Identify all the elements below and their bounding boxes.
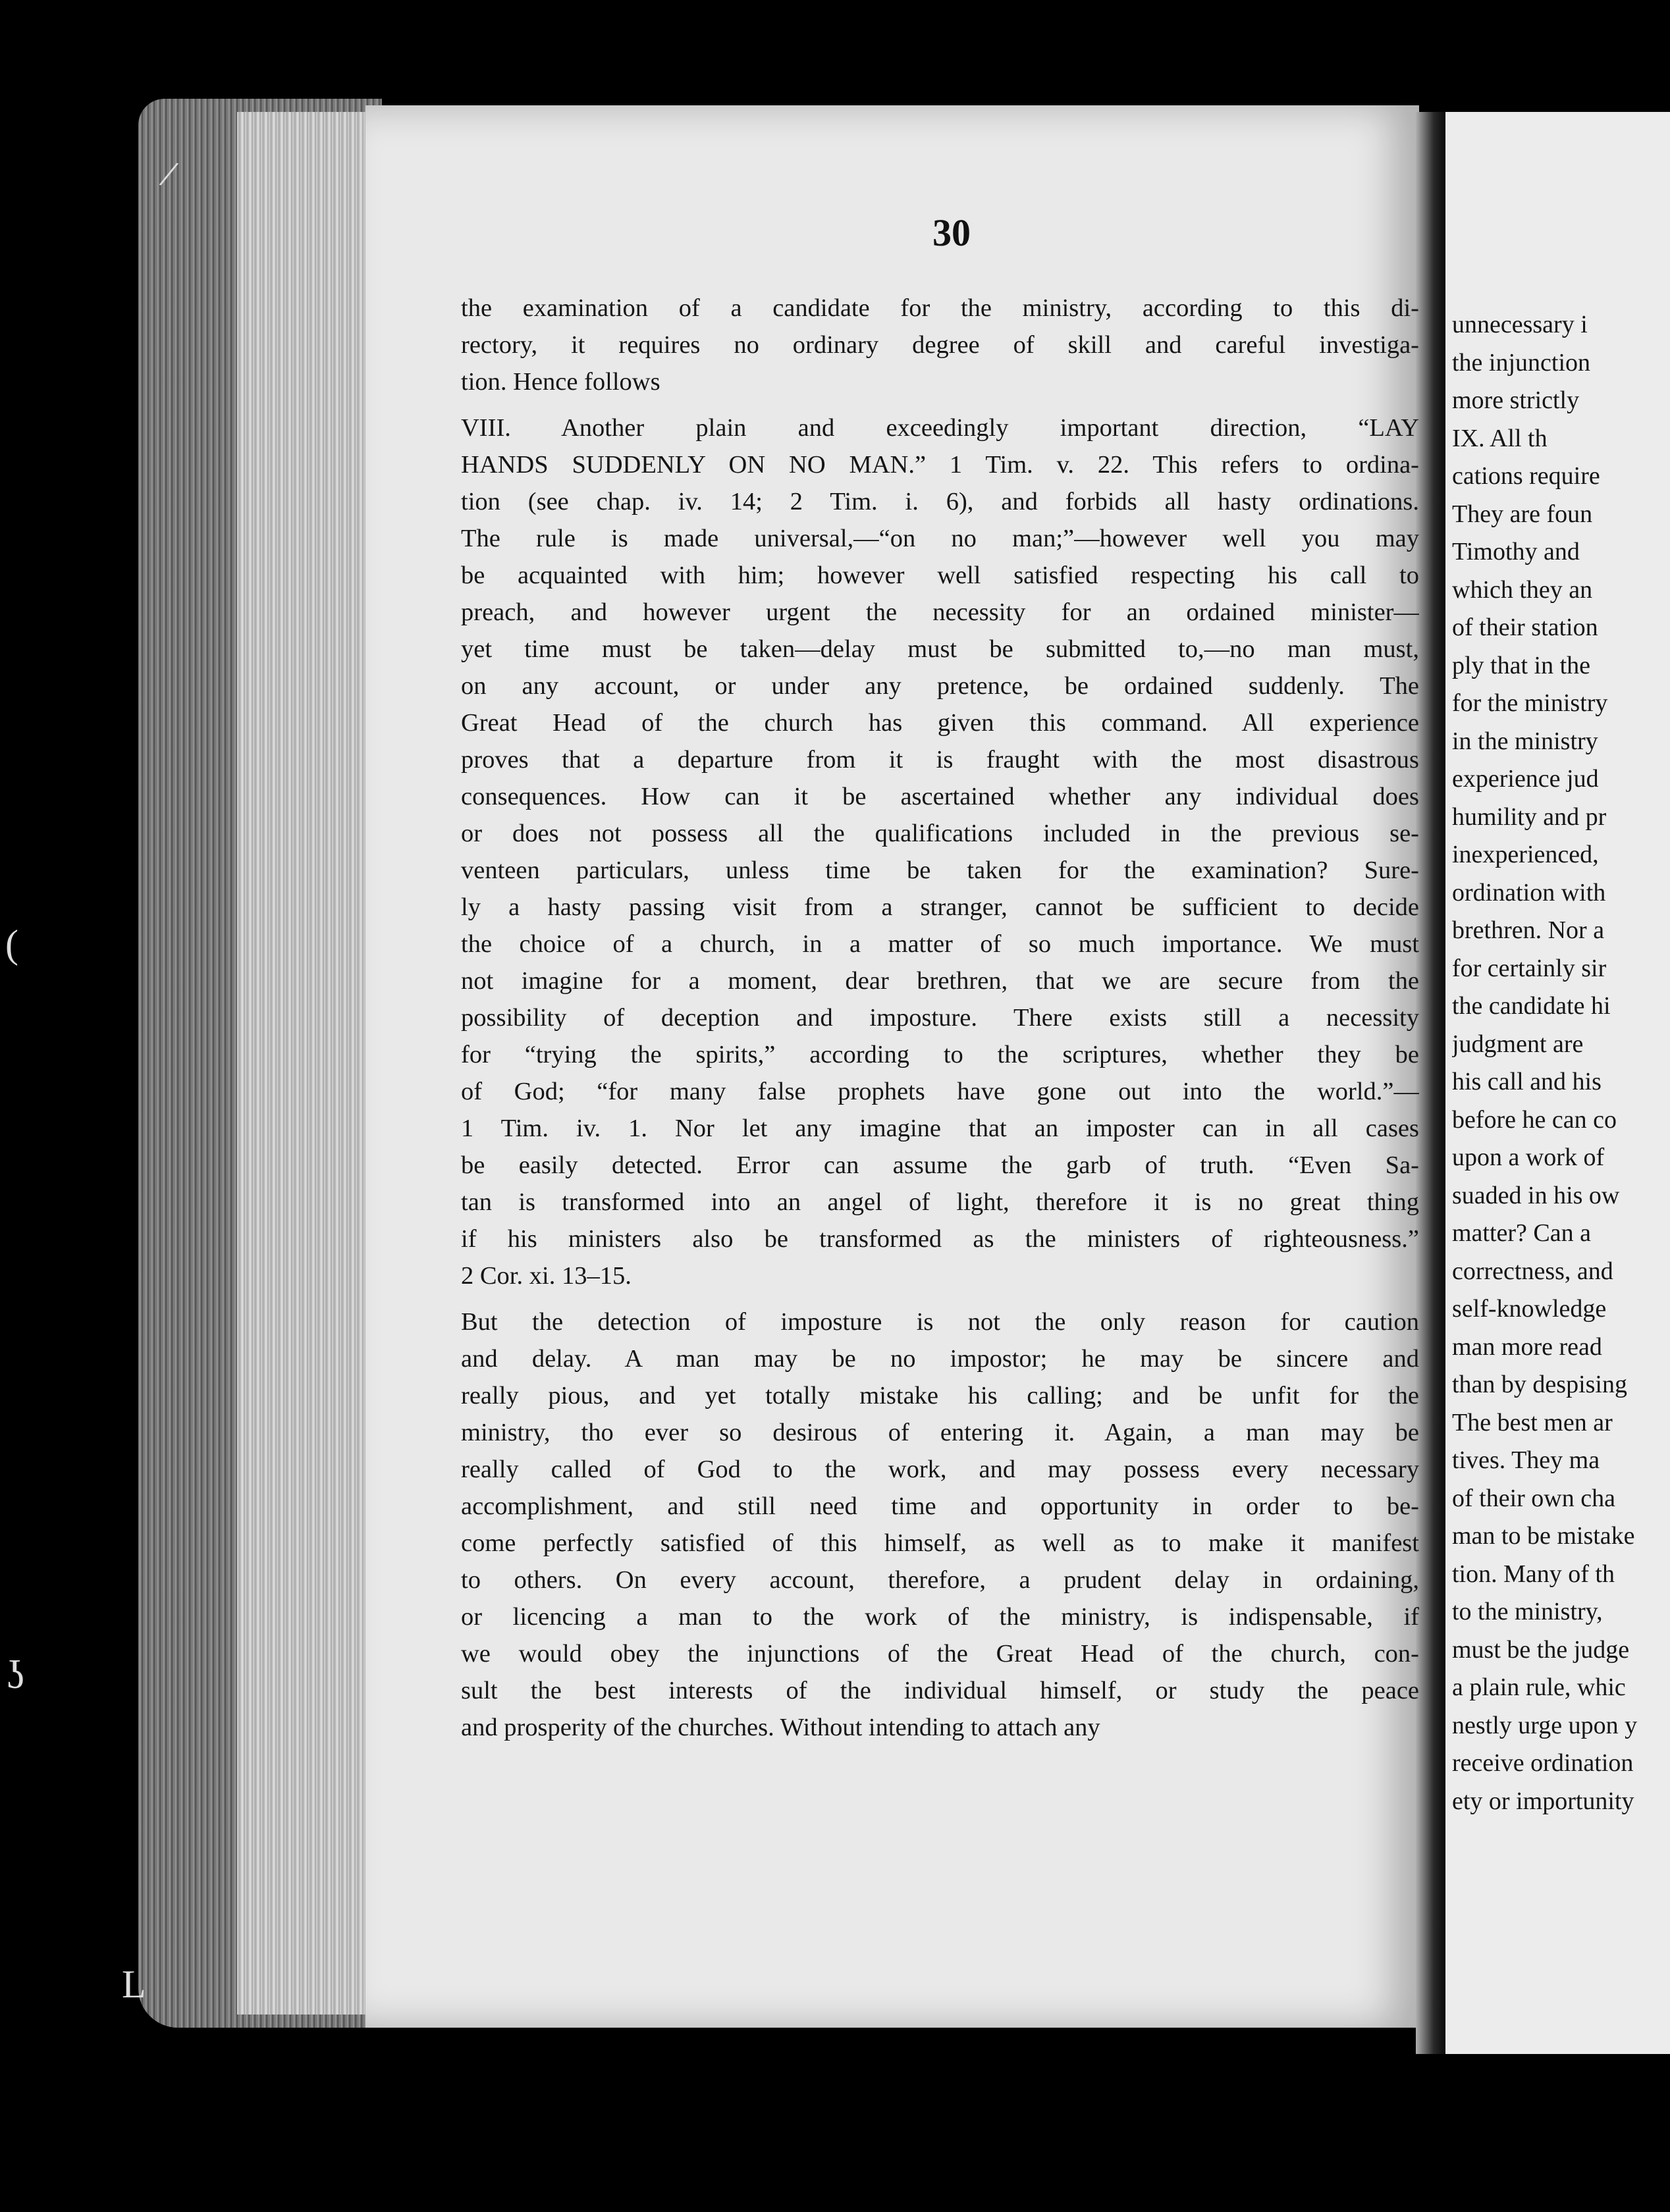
text-line: HANDS SUDDENLY ON NO MAN.” 1 Tim. v. 22. This refers to ordina-	[461, 451, 1419, 479]
right-page-text	[1452, 306, 1670, 1820]
scan-artifact: /	[156, 151, 182, 196]
text-line: be easily detected. Error can assume the garb of truth. “Even Sa-	[461, 1151, 1419, 1179]
text-line: tion. Many of th	[1452, 1560, 1615, 1588]
paragraph	[461, 1304, 1419, 1746]
text-line: accomplishment, and still need time and opportunity in order to be-	[461, 1492, 1419, 1520]
paragraph	[461, 409, 1419, 1294]
text-line: or does not possess all the qualifications included in the previous se-	[461, 820, 1419, 847]
text-line: 1 Tim. iv. 1. Nor let any imagine that an imposter can in all cases	[461, 1115, 1419, 1142]
text-line: The best men ar	[1452, 1408, 1613, 1436]
text-line: the injunction	[1452, 348, 1591, 377]
text-line: must be the judge	[1452, 1635, 1630, 1664]
text-line: suaded in his ow	[1452, 1181, 1620, 1209]
text-line: rectory, it requires no ordinary degree of skill and careful investiga-	[461, 331, 1419, 359]
text-line: to the ministry,	[1452, 1598, 1603, 1625]
book-gutter	[1416, 112, 1445, 2054]
text-line: for the ministry	[1452, 689, 1608, 717]
text-line: on any account, or under any pretence, be ordained suddenly. The	[461, 672, 1419, 700]
text-line: really called of God to the work, and may possess every necessary	[461, 1456, 1419, 1483]
text-line: which they an	[1452, 575, 1593, 604]
text-line: if his ministers also be transformed as the ministers of righteousness.”	[461, 1225, 1419, 1253]
text-line: really pious, and yet totally mistake his calling; and be unfit for the	[461, 1382, 1419, 1409]
page-number: 30	[932, 211, 971, 254]
text-line: the candidate hi	[1452, 992, 1611, 1020]
text-line: of God; “for many false prophets have gone out into the world.”—	[461, 1078, 1419, 1105]
text-line: the examination of a candidate for the ministry, according to this di-	[461, 294, 1419, 322]
text-line: correctness, and	[1452, 1257, 1613, 1285]
text-line: to others. On every account, therefore, a prudent delay in ordaining,	[461, 1566, 1419, 1594]
text-line: ply that in the	[1452, 651, 1591, 679]
text-line: receive ordination	[1452, 1749, 1634, 1777]
text-line: tion (see chap. iv. 14; 2 Tim. i. 6), and forbids all hasty ordinations.	[461, 488, 1419, 515]
text-line: more strictly	[1452, 386, 1580, 414]
text-line: experience jud	[1452, 765, 1599, 793]
text-line: than by despising	[1452, 1371, 1627, 1398]
text-line: tion. Hence follows	[461, 368, 660, 396]
text-line: before he can co	[1452, 1105, 1617, 1134]
text-line: and prosperity of the churches. Without intending to attach any	[461, 1714, 1100, 1741]
text-line: tives. They ma	[1452, 1446, 1600, 1474]
text-line: tan is transformed into an angel of light, therefore it is no great thing	[461, 1188, 1419, 1216]
left-page-text	[461, 290, 1419, 1755]
text-line: we would obey the injunctions of the Great Head of the church, con-	[461, 1640, 1419, 1668]
text-line: of their own cha	[1452, 1484, 1615, 1512]
scan-artifact: L	[122, 1962, 146, 2006]
scan-artifact: ʖ	[7, 1653, 24, 1697]
text-line: upon a work of	[1452, 1144, 1605, 1171]
text-line: sult the best interests of the individual himself, or study the peace	[461, 1677, 1419, 1704]
text-line: not imagine for a moment, dear brethren, that we are secure from the	[461, 967, 1419, 995]
text-line: But the detection of imposture is not the only reason for caution	[461, 1308, 1419, 1336]
scan-artifact: (	[5, 922, 18, 966]
text-line: come perfectly satisfied of this himself, as well as to make it manifest	[461, 1529, 1419, 1557]
text-line: 2 Cor. xi. 13–15.	[461, 1262, 632, 1290]
text-line: VIII. Another plain and exceedingly important direction, “LAY	[461, 414, 1419, 442]
text-line: Great Head of the church has given this command. All experience	[461, 709, 1419, 737]
text-line: matter? Can a	[1452, 1219, 1592, 1247]
text-line: or licencing a man to the work of the ministry, is indispensable, if	[461, 1603, 1419, 1631]
text-line: proves that a departure from it is fraught with the most disastrous	[461, 746, 1419, 774]
text-line: possibility of deception and imposture. There exists still a necessity	[461, 1004, 1419, 1032]
text-line: venteen particulars, unless time be taken for the examination? Sure-	[461, 856, 1419, 884]
text-line: They are foun	[1452, 500, 1593, 528]
text-line: self-knowledge	[1452, 1295, 1607, 1323]
text-line: cations require	[1452, 462, 1600, 490]
text-line: consequences. How can it be ascertained whether any individual does	[461, 783, 1419, 810]
text-line: nestly urge upon y	[1452, 1711, 1638, 1739]
text-line: man more read	[1452, 1332, 1602, 1361]
text-line: ministry, tho ever so desirous of entering it. Again, a man may be	[461, 1419, 1419, 1446]
text-line: preach, and however urgent the necessity for an ordained minister—	[461, 598, 1419, 626]
text-line: for certainly sir	[1452, 954, 1607, 982]
text-line: The rule is made universal,—“on no man;”—however well you may	[461, 525, 1419, 552]
text-line: of their station	[1452, 614, 1598, 641]
text-line: ly a hasty passing visit from a stranger, cannot be sufficient to decide	[461, 893, 1419, 921]
paragraph	[461, 290, 1419, 400]
text-line: be acquainted with him; however well satisfied respecting his call to	[461, 562, 1419, 589]
text-line: for “trying the spirits,” according to the scriptures, whether they be	[461, 1041, 1419, 1068]
text-line: Timothy and	[1452, 538, 1580, 566]
text-line: humility and pr	[1452, 803, 1607, 831]
text-line: in the ministry	[1452, 727, 1598, 755]
text-line: his call and his	[1452, 1068, 1602, 1095]
text-line: yet time must be taken—delay must be submitted to,—no man must,	[461, 635, 1419, 663]
text-line: unnecessary i	[1452, 311, 1588, 338]
text-line: a plain rule, whic	[1452, 1673, 1626, 1701]
text-line: judgment are	[1452, 1030, 1584, 1058]
page-stack-edge	[237, 112, 369, 2014]
text-line: the choice of a church, in a matter of so much importance. We must	[461, 930, 1419, 958]
text-line: inexperienced,	[1452, 841, 1599, 868]
text-line: and delay. A man may be no impostor; he may be sincere and	[461, 1345, 1419, 1373]
text-line: brethren. Nor a	[1452, 916, 1605, 944]
text-line: ety or importunity	[1452, 1787, 1634, 1815]
text-line: IX. All th	[1452, 424, 1548, 452]
text-line: ordination with	[1452, 878, 1606, 907]
text-line: man to be mistake	[1452, 1522, 1635, 1550]
